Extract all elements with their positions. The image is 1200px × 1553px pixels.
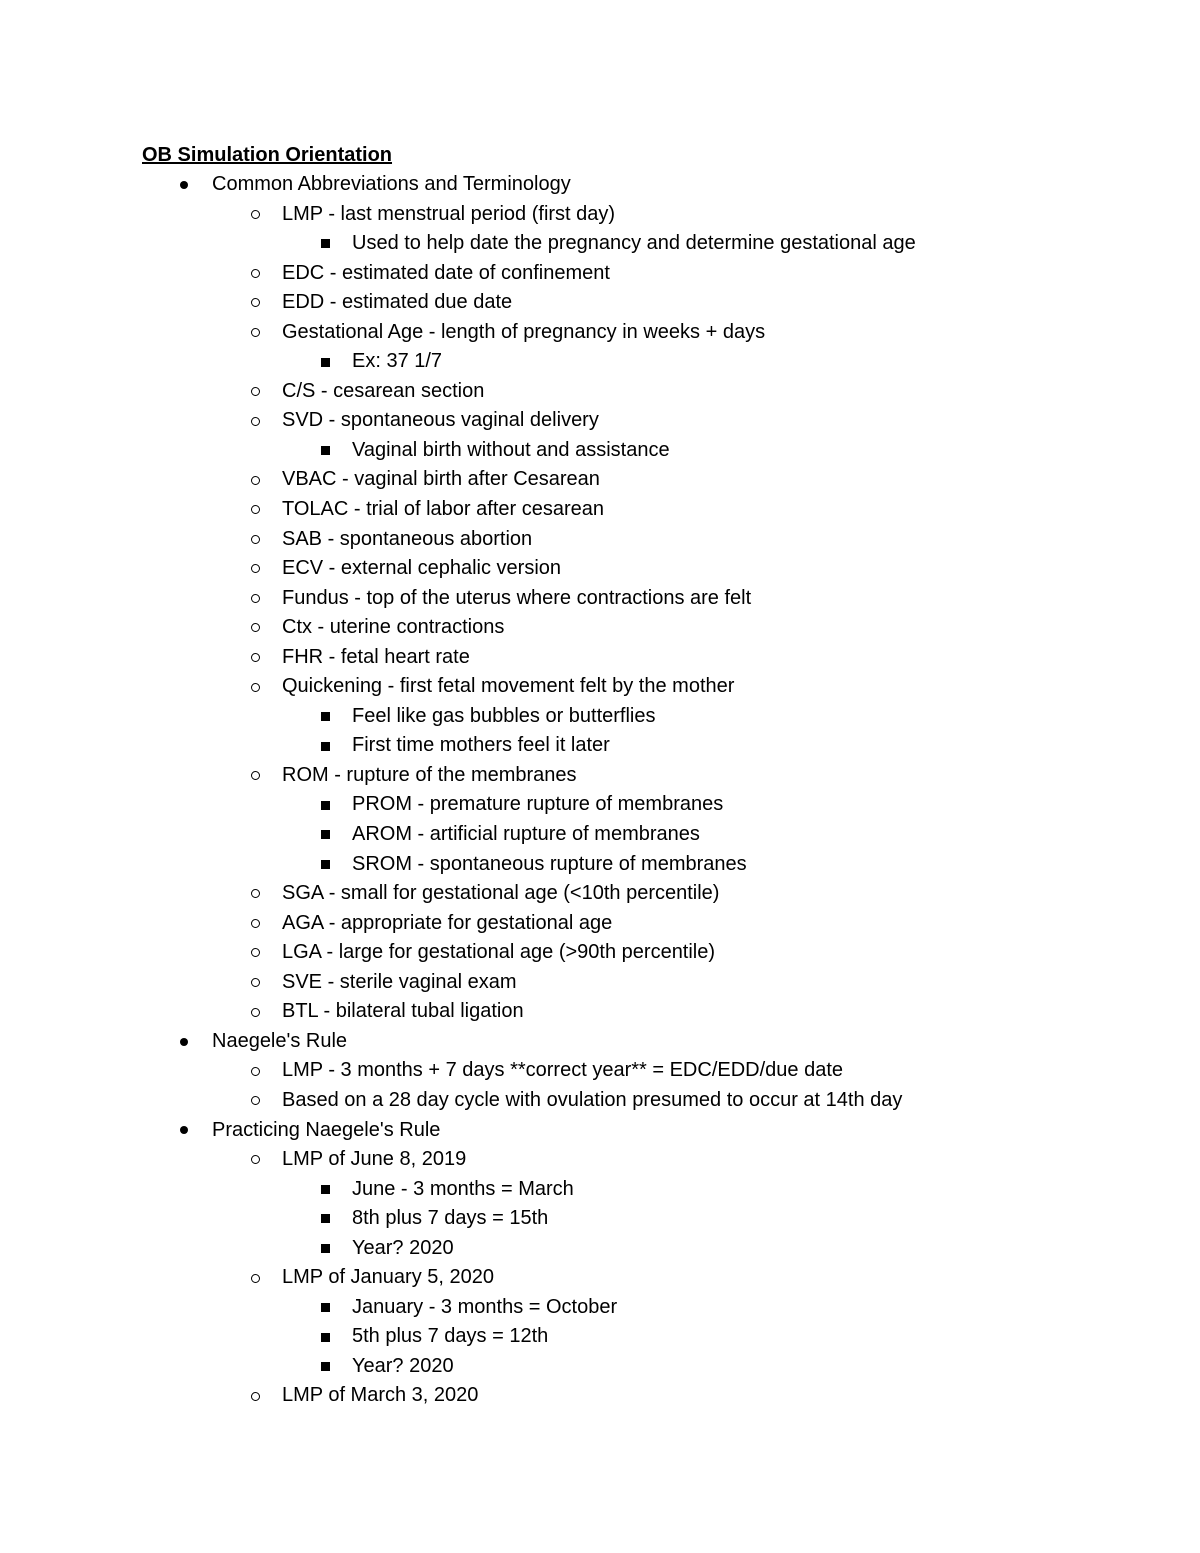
list-item-text: PROM - premature rupture of membranes [352,793,724,816]
bullet-square-icon [318,347,332,377]
bullet-square-icon [318,850,332,880]
list-item-text: SGA - small for gestational age (<10th percentile) [282,882,720,905]
bullet-square-icon [318,1234,332,1264]
bullet-circle-icon [248,997,262,1027]
bullet-square-icon [318,1293,332,1323]
bullet-circle-icon [248,465,262,495]
list-item-text: Common Abbreviations and Terminology [212,173,571,195]
list-item-text: SVD - spontaneous vaginal delivery [282,409,599,432]
list-item-text: ECV - external cephalic version [282,557,562,580]
list-item-text: Practicing Naegele's Rule [212,1118,441,1141]
list-item-text: Gestational Age - length of pregnancy in weeks + days [282,320,766,343]
bullet-circle-icon [248,495,262,525]
list-item-text: ROM - rupture of the membranes [282,763,577,786]
bullet-circle-icon [248,200,262,230]
list-item-text: 8th plus 7 days = 15th [352,1207,549,1230]
bullet-circle-icon [248,1086,262,1116]
bullet-disc-icon [177,170,191,200]
bullet-square-icon [318,702,332,732]
list-item-text: First time mothers feel it later [352,734,610,757]
list-item-text: Vaginal birth without and assistance [352,438,670,461]
list-item-text: EDC - estimated date of confinement [282,261,610,284]
bullet-circle-icon [248,525,262,555]
bullet-square-icon [318,229,332,259]
list-item-text: SAB - spontaneous abortion [282,527,533,550]
bullet-circle-icon [248,288,262,318]
list-item-text: Ctx - uterine contractions [282,616,505,639]
bullet-square-icon [318,820,332,850]
bullet-circle-icon [248,879,262,909]
list-item-text: January - 3 months = October [352,1295,618,1318]
bullet-circle-icon [248,554,262,584]
list-item-text: TOLAC - trial of labor after cesarean [282,498,604,521]
bullet-square-icon [318,1204,332,1234]
list-item-text: EDD - estimated due date [282,291,513,314]
bullet-square-icon [318,1175,332,1205]
bullet-square-icon [318,731,332,761]
bullet-disc-icon [177,1027,191,1057]
list-item-text: June - 3 months = March [352,1177,574,1200]
list-item-text: LMP of January 5, 2020 [282,1266,494,1289]
bullet-circle-icon [248,672,262,702]
list-item-text: LMP of March 3, 2020 [282,1384,479,1407]
list-item-text: BTL - bilateral tubal ligation [282,1000,524,1023]
list-item-text: LMP - 3 months + 7 days **correct year** = EDC/EDD/due date [282,1059,844,1082]
list-item-text: Naegele's Rule [212,1029,348,1052]
list-item-text: VBAC - vaginal birth after Cesarean [282,468,600,491]
list-item-text: Year? 2020 [352,1236,454,1259]
bullet-circle-icon [248,613,262,643]
list-item-text: Used to help date the pregnancy and determine gestational age [352,232,916,255]
list-item-text: AGA - appropriate for gestational age [282,911,613,934]
list-item-text: AROM - artificial rupture of membranes [352,823,700,846]
bullet-circle-icon [248,968,262,998]
list-item-text: Feel like gas bubbles or butterflies [352,704,656,727]
bullet-circle-icon [248,259,262,289]
list-item-text: Ex: 37 1/7 [352,350,443,373]
bullet-circle-icon [248,318,262,348]
bullet-circle-icon [248,406,262,436]
bullet-square-icon [318,1352,332,1382]
bullet-circle-icon [248,1381,262,1411]
list-item-text: Year? 2020 [352,1354,454,1377]
page-title: OB Simulation Orientation [142,144,393,166]
list-item-text: SVE - sterile vaginal exam [282,970,517,993]
list-item-text: Based on a 28 day cycle with ovulation presumed to occur at 14th day [282,1088,903,1111]
bullet-square-icon [318,1322,332,1352]
list-item-text: LGA - large for gestational age (>90th percentile) [282,941,716,964]
bullet-square-icon [318,790,332,820]
list-item-text: LMP of June 8, 2019 [282,1148,467,1171]
list-item-text: FHR - fetal heart rate [282,645,470,668]
bullet-circle-icon [248,761,262,791]
bullet-square-icon [318,436,332,466]
bullet-circle-icon [248,1056,262,1086]
list-item-text: Quickening - first fetal movement felt by the mother [282,675,735,698]
bullet-circle-icon [248,643,262,673]
bullet-circle-icon [248,909,262,939]
bullet-circle-icon [248,1145,262,1175]
list-item-text: LMP - last menstrual period (first day) [282,202,616,225]
list-item-text: Fundus - top of the uterus where contractions are felt [282,586,752,609]
bullet-circle-icon [248,377,262,407]
list-item-text: SROM - spontaneous rupture of membranes [352,852,747,875]
bullet-circle-icon [248,938,262,968]
bullet-circle-icon [248,584,262,614]
bullet-circle-icon [248,1263,262,1293]
list-item-text: 5th plus 7 days = 12th [352,1325,549,1348]
bullet-disc-icon [177,1116,191,1146]
list-item-text: C/S - cesarean section [282,379,485,402]
